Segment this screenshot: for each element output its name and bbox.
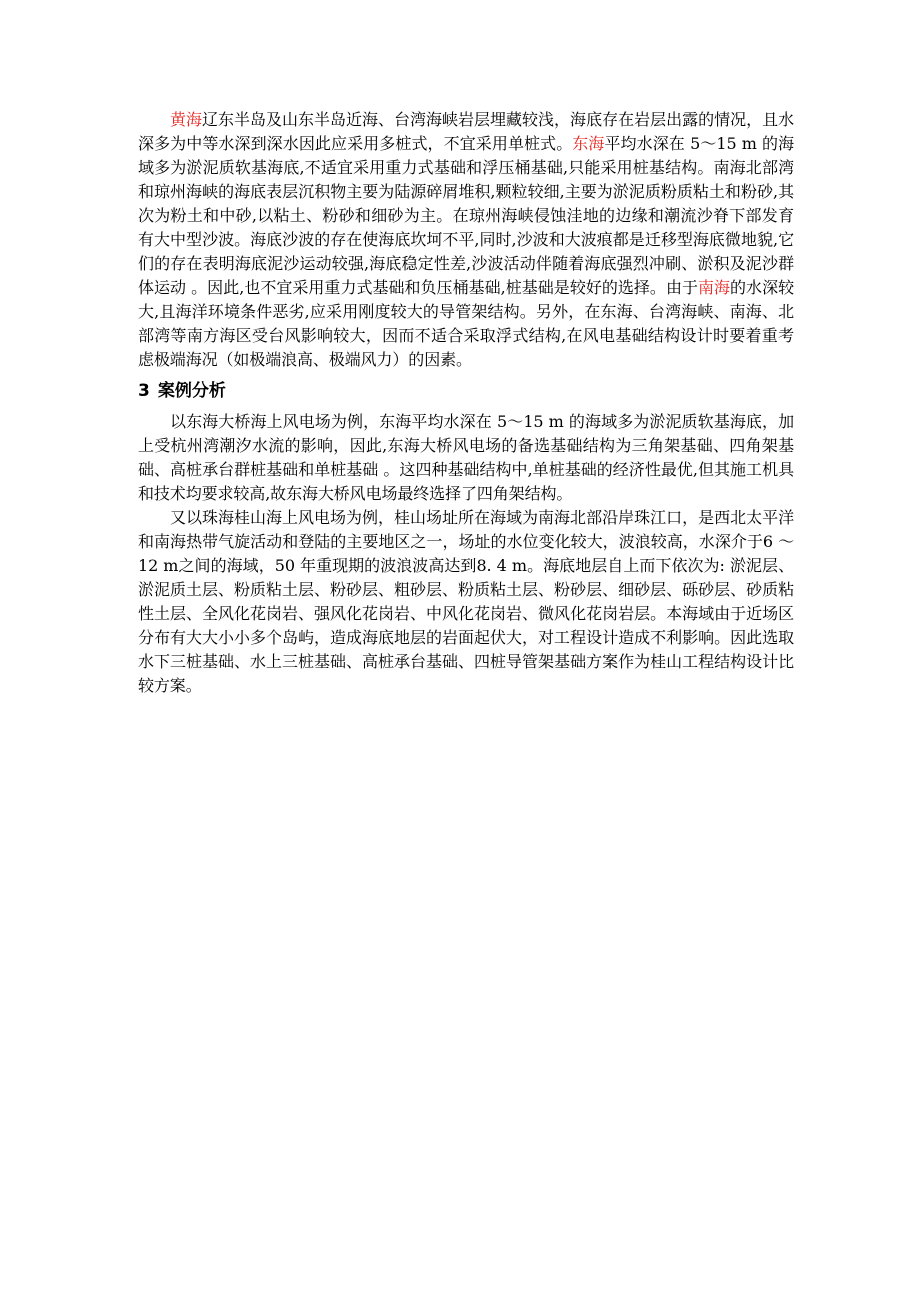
paragraph-sea-regions (138, 108, 794, 372)
paragraph-text: 辽东半岛及山东半岛近海、台湾海峡岩层埋藏较浅，海底存在岩层出露的情况，且水深多为中等水深到深水因此应采用多桩式，不宜采用单桩式。 (138, 110, 794, 153)
paragraph-guishan-case: 又以珠海桂山海上风电场为例，桂山场址所在海域为南海北部沿岸珠江口，是西北太平洋和南海热带气旋活动和登陆的主要地区之一，场址的水位变化较大，波浪较高，水深介于6 ～ 12 m之间的海域，50 年重现期的波浪波高达到8. 4 m。海底地层自上而下依次为: 淤泥层、淤泥质土层、粉质粘土层、粉砂层、粗砂层、粉质粘土层、粉砂层、细砂层、砾砂层、砂质粘性土层、全风化花岗岩、强风化花岗岩、中风化花岗岩、微风化花岗岩层。本海域由于近场区分布有大大小小多个岛屿，造成海底地层的岩面起伏大，对工程设计造成不利影响。因此选取水下三桩基础、水上三桩基础、高桩承台基础、四桩导管架基础方案作为桂山工程结构设计比较方案。 (138, 508, 794, 695)
section-heading (138, 376, 794, 406)
highlight-east-sea: 东海 (572, 134, 605, 153)
highlight-yellow-sea: 黄海 (170, 110, 203, 129)
document-body (138, 108, 794, 698)
section-number: 3 (138, 381, 150, 401)
section-title: 案例分析 (157, 381, 226, 401)
highlight-south-sea: 南海 (697, 278, 731, 297)
paragraph-text: 的水深较大,且海洋环境条件恶劣,应采用刚度较大的导管架结构。另外，在东海、台湾海峡、南海、北部湾等南方海区受台风影响较大，因而不适合采取浮式结构,在风电基础结构设计时要着重考虑极端海况（如极端浪高、极端风力）的因素。 (138, 278, 794, 369)
paragraph-text: 平均水深在 5～15 m 的海域多为淤泥质软基海底,不适宜采用重力式基础和浮压桶基础,只能采用桩基结构。南海北部湾和琼州海峡的海底表层沉积物主要为陆源碎屑堆积,颗粒较细,主要为淤泥质粉质粘土和粉砂,其次为粉土和中砂,以粘土、粉砂和细砂为主。在琼州海峡侵蚀洼地的边缘和潮流沙脊下部发育有大中型沙波。海底沙波的存在使海底坎坷不平,同时,沙波和大波痕都是迁移型海底微地貌,它们的存在表明海底泥沙运动较强,海底稳定性差,沙波活动伴随着海底强烈冲刷、淤积及泥沙群体运动 。因此,也不宜采用重力式基础和负压桶基础,桩基础是较好的选择。由于 (138, 134, 794, 297)
paragraph-donghai-case: 以东海大桥海上风电场为例，东海平均水深在 5～15 m 的海域多为淤泥质软基海底，加上受杭州湾潮汐水流的影响，因此,东海大桥风电场的备选基础结构为三角架基础、四角架基础、高桩承台群桩基础和单桩基础 。这四种基础结构中,单桩基础的经济性最优,但其施工机具和技术均要求较高,故东海大桥风电场最终选择了四角架结构。 (138, 412, 794, 503)
